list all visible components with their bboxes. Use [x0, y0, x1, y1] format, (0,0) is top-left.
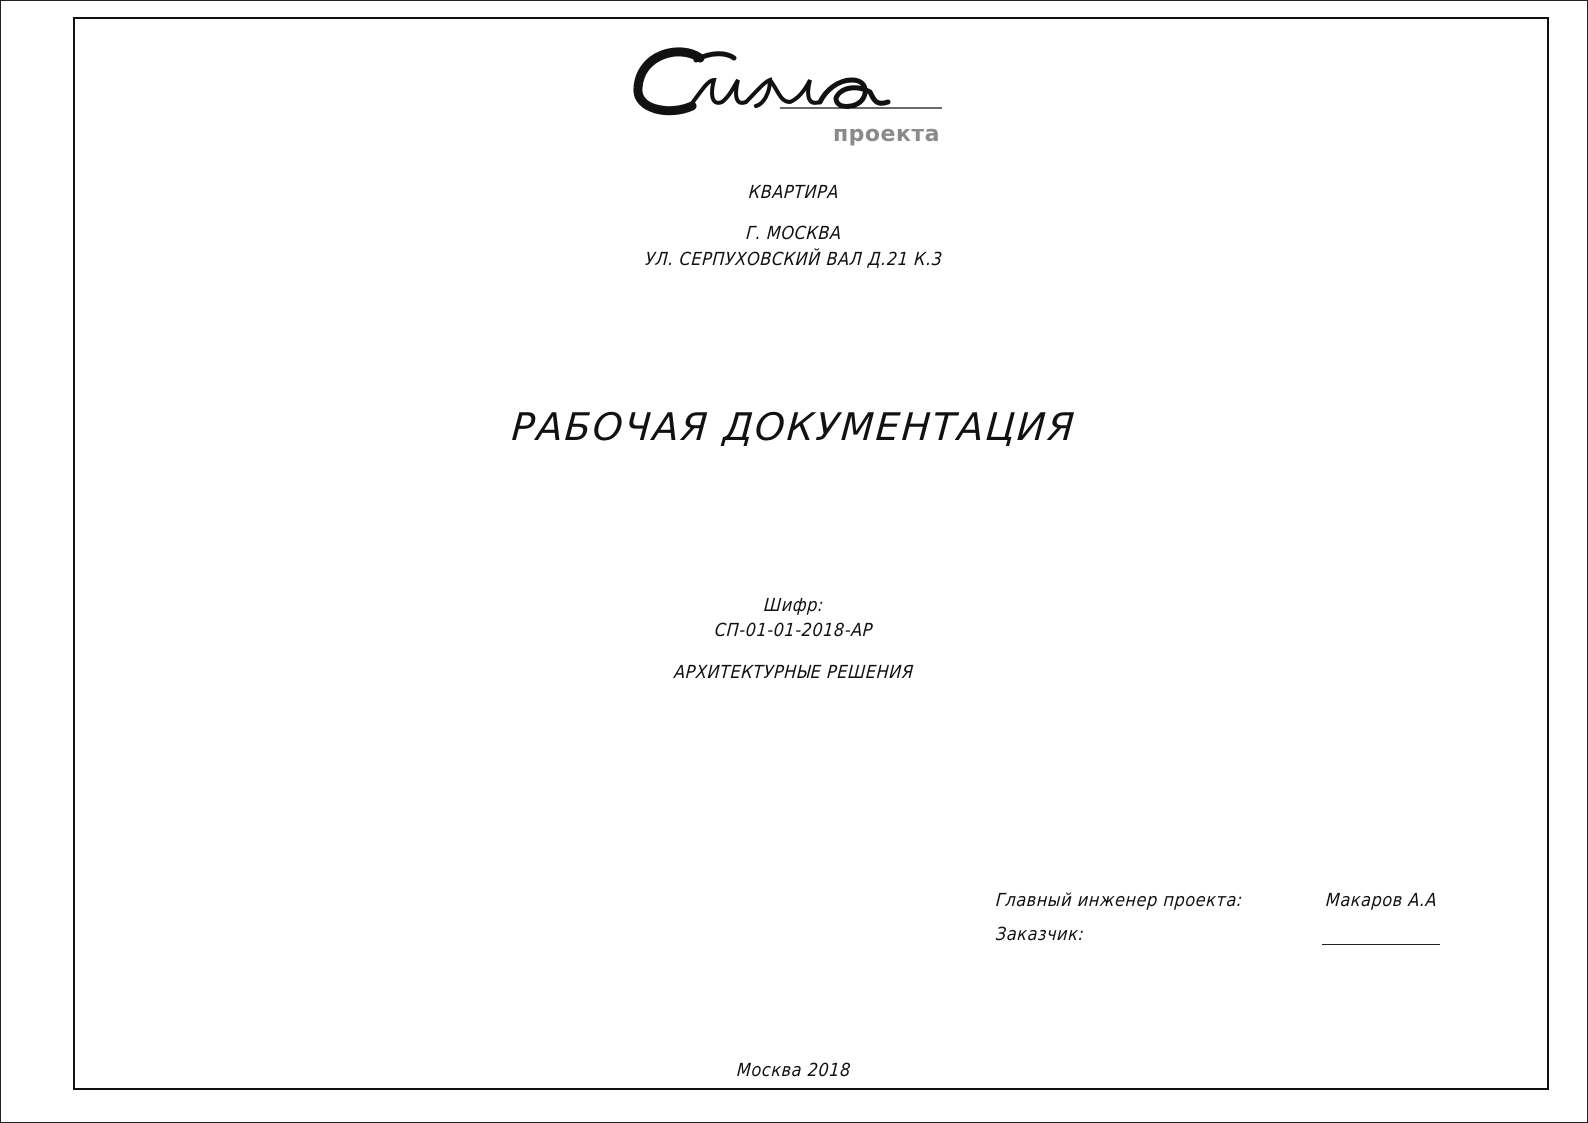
customer-label: Заказчик:: [995, 924, 1086, 945]
sila-script-logo-icon: [630, 40, 950, 120]
place-year: Москва 2018: [736, 1060, 852, 1081]
cipher-value: СП-01-01-2018-АР: [714, 620, 874, 641]
cipher-label: Шифр:: [763, 595, 825, 616]
section-name: АРХИТЕКТУРНЫЕ РЕШЕНИЯ: [673, 662, 915, 683]
object-address: УЛ. СЕРПУХОВСКИЙ ВАЛ Д.21 К.3: [644, 249, 944, 270]
document-title: РАБОЧАЯ ДОКУМЕНТАЦИЯ: [510, 405, 1078, 449]
object-city: Г. МОСКВА: [745, 223, 843, 244]
object-type: КВАРТИРА: [748, 182, 840, 203]
company-logo: [630, 40, 950, 155]
customer-signature-line: [1322, 944, 1440, 945]
chief-engineer-label: Главный инженер проекта:: [995, 890, 1244, 911]
drawing-frame: [73, 17, 1549, 1090]
chief-engineer-name: Макаров А.А: [1325, 890, 1439, 911]
logo-subtitle: проекта: [832, 122, 940, 147]
